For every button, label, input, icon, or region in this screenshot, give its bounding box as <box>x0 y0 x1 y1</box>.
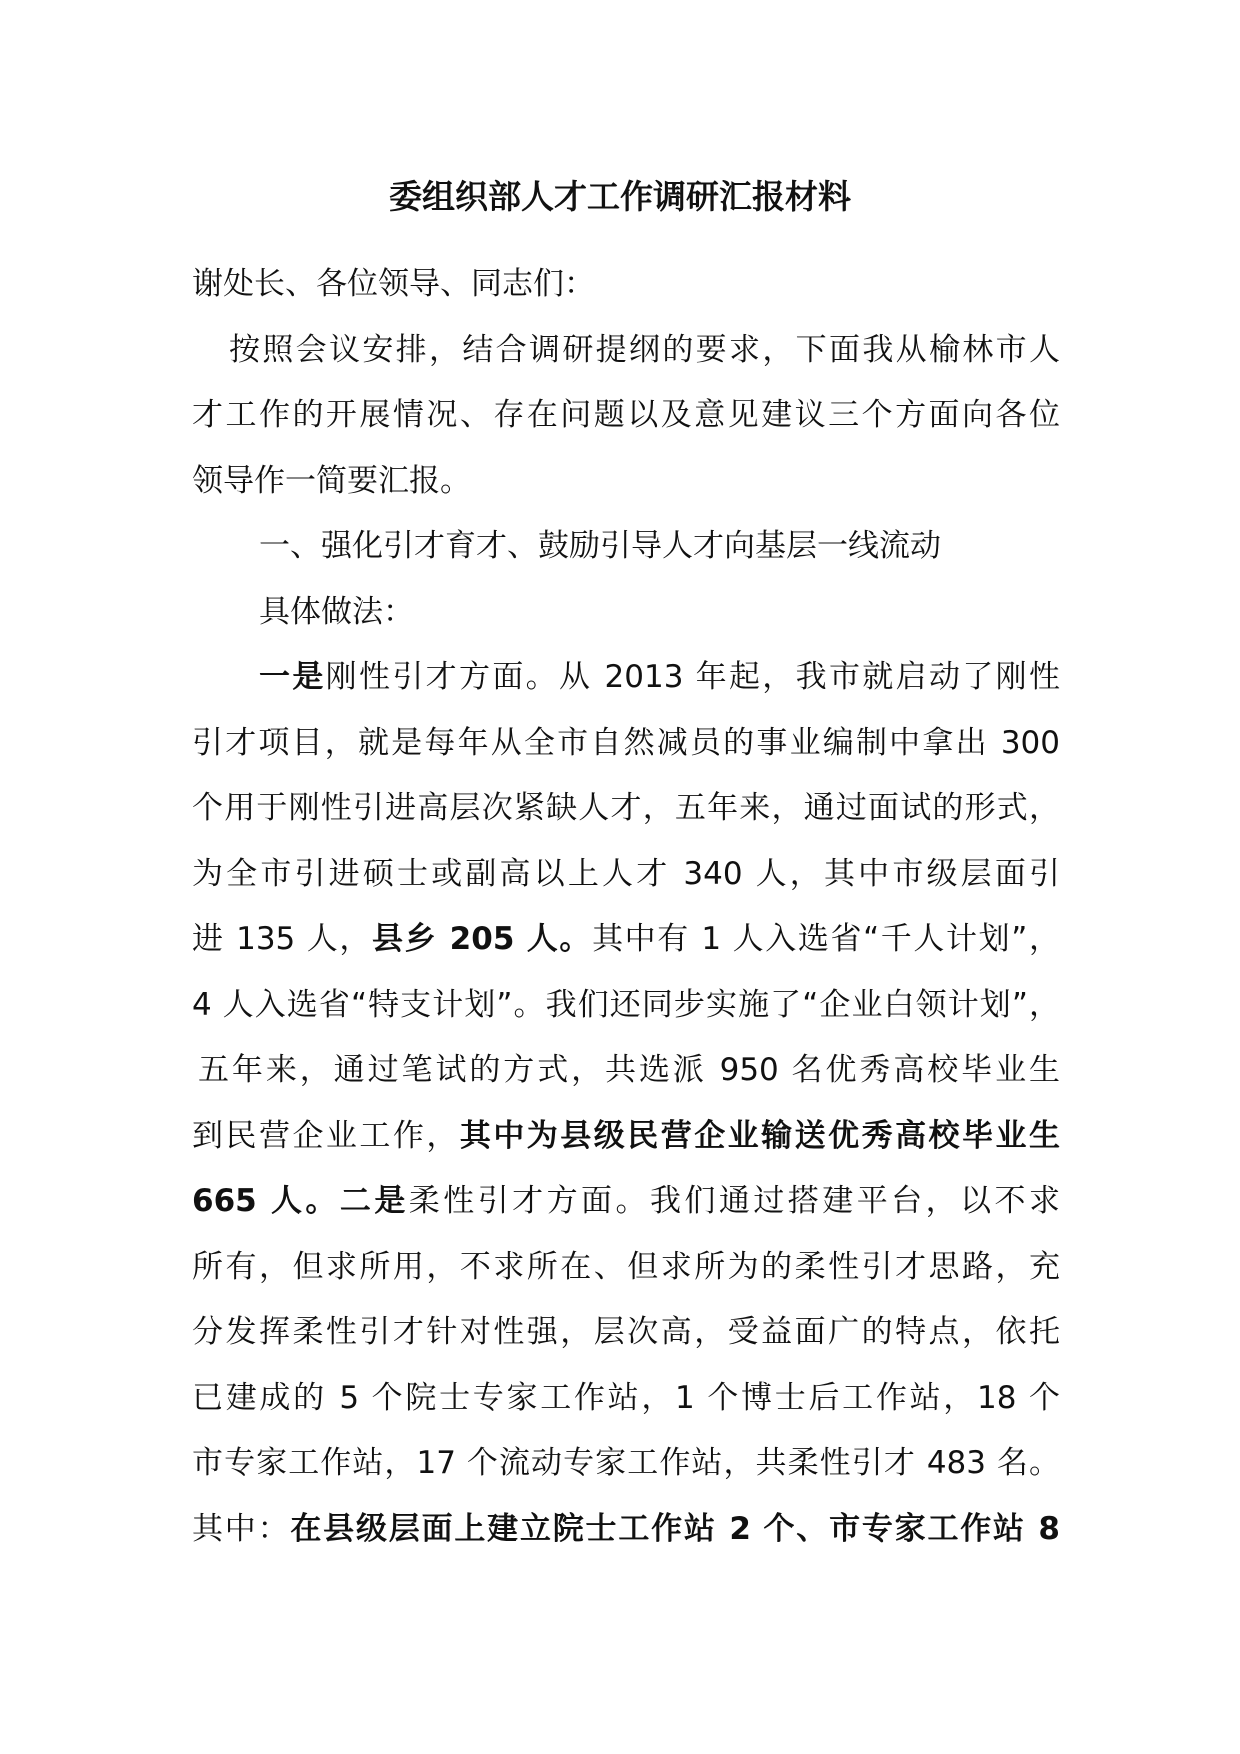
text-line <box>192 1366 1060 1432</box>
text-run: 具体做法： <box>259 593 414 630</box>
text-run: 五年来，通过笔试的方式，共选派 950 名优秀高校毕业生 <box>198 1052 1060 1088</box>
text-run: 其中有 1 人入选省“千人计划”， <box>592 921 1060 957</box>
text-line <box>192 1169 1060 1235</box>
text-line <box>192 1497 1060 1563</box>
text-run: 4 人入选省“特支计划”。我们还同步实施了“企业白领计划”， <box>192 986 1060 1023</box>
text-run: 才工作的开展情况、存在问题以及意见建议三个方面向各位 <box>192 397 1060 433</box>
text-run: 到民营企业工作， <box>192 1117 460 1154</box>
text-run: 谢处长、各位领导、同志们： <box>192 266 595 302</box>
text-run: 个用于刚性引进高层次紧缺人才，五年来，通过面试的形式， <box>192 790 1060 826</box>
document-body <box>192 252 1060 1562</box>
text-run: 刚性引才方面。从 2013 年起，我市就启动了刚性 <box>325 659 1060 695</box>
text-run: 所有，但求所用，不求所在、但求所为的柔性引才思路，充 <box>192 1248 1060 1285</box>
text-line <box>192 383 1060 449</box>
text-line <box>192 1235 1060 1301</box>
text-line <box>192 907 1060 973</box>
bold-text-run: 其中为县级民营企业输送优秀高校毕业生 <box>459 1117 1060 1154</box>
text-run: 已建成的 5 个院士专家工作站，1 个博士后工作站，18 个 <box>192 1379 1060 1416</box>
text-line <box>192 1104 1060 1170</box>
text-line <box>192 580 1060 646</box>
text-line <box>192 776 1060 842</box>
text-run: 按照会议安排，结合调研提纲的要求，下面我从榆林市人 <box>229 331 1060 368</box>
text-line <box>192 645 1060 711</box>
text-run: 市专家工作站，17 个流动专家工作站，共柔性引才 483 名。 <box>192 1445 1060 1481</box>
text-line <box>192 252 1060 318</box>
document-title: 委组织部人才工作调研汇报材料 <box>389 177 851 216</box>
text-line <box>192 1431 1060 1497</box>
text-line <box>192 711 1060 777</box>
text-line <box>192 514 1060 580</box>
bold-text-run: 在县级层面上建立院士工作站 2 个、市专家工作站 8 <box>290 1510 1060 1547</box>
text-run: 其中： <box>192 1510 291 1547</box>
bold-text-run: 县乡 205 人。 <box>372 921 593 957</box>
text-line <box>192 973 1060 1039</box>
bold-text-run: 一是 <box>259 659 326 695</box>
text-run: 领导作一简要汇报。 <box>192 462 471 499</box>
text-run: 为全市引进硕士或副高以上人才 340 人，其中市级层面引 <box>192 855 1060 892</box>
text-line <box>192 842 1060 908</box>
text-line <box>192 449 1060 515</box>
text-run: 引才项目，就是每年从全市自然减员的事业编制中拿出 300 <box>192 724 1060 761</box>
text-run: 分发挥柔性引才针对性强，层次高，受益面广的特点，依托 <box>192 1314 1060 1350</box>
text-run: 一、强化引才育才、鼓励引导人才向基层一线流动 <box>259 528 941 564</box>
text-line <box>192 1300 1060 1366</box>
bold-text-run: 665 人。二是 <box>192 1183 409 1219</box>
text-run: 进 135 人， <box>192 921 373 957</box>
text-run: 柔性引才方面。我们通过搭建平台，以不求 <box>408 1183 1060 1219</box>
text-line <box>192 318 1060 384</box>
text-line <box>192 1038 1060 1104</box>
